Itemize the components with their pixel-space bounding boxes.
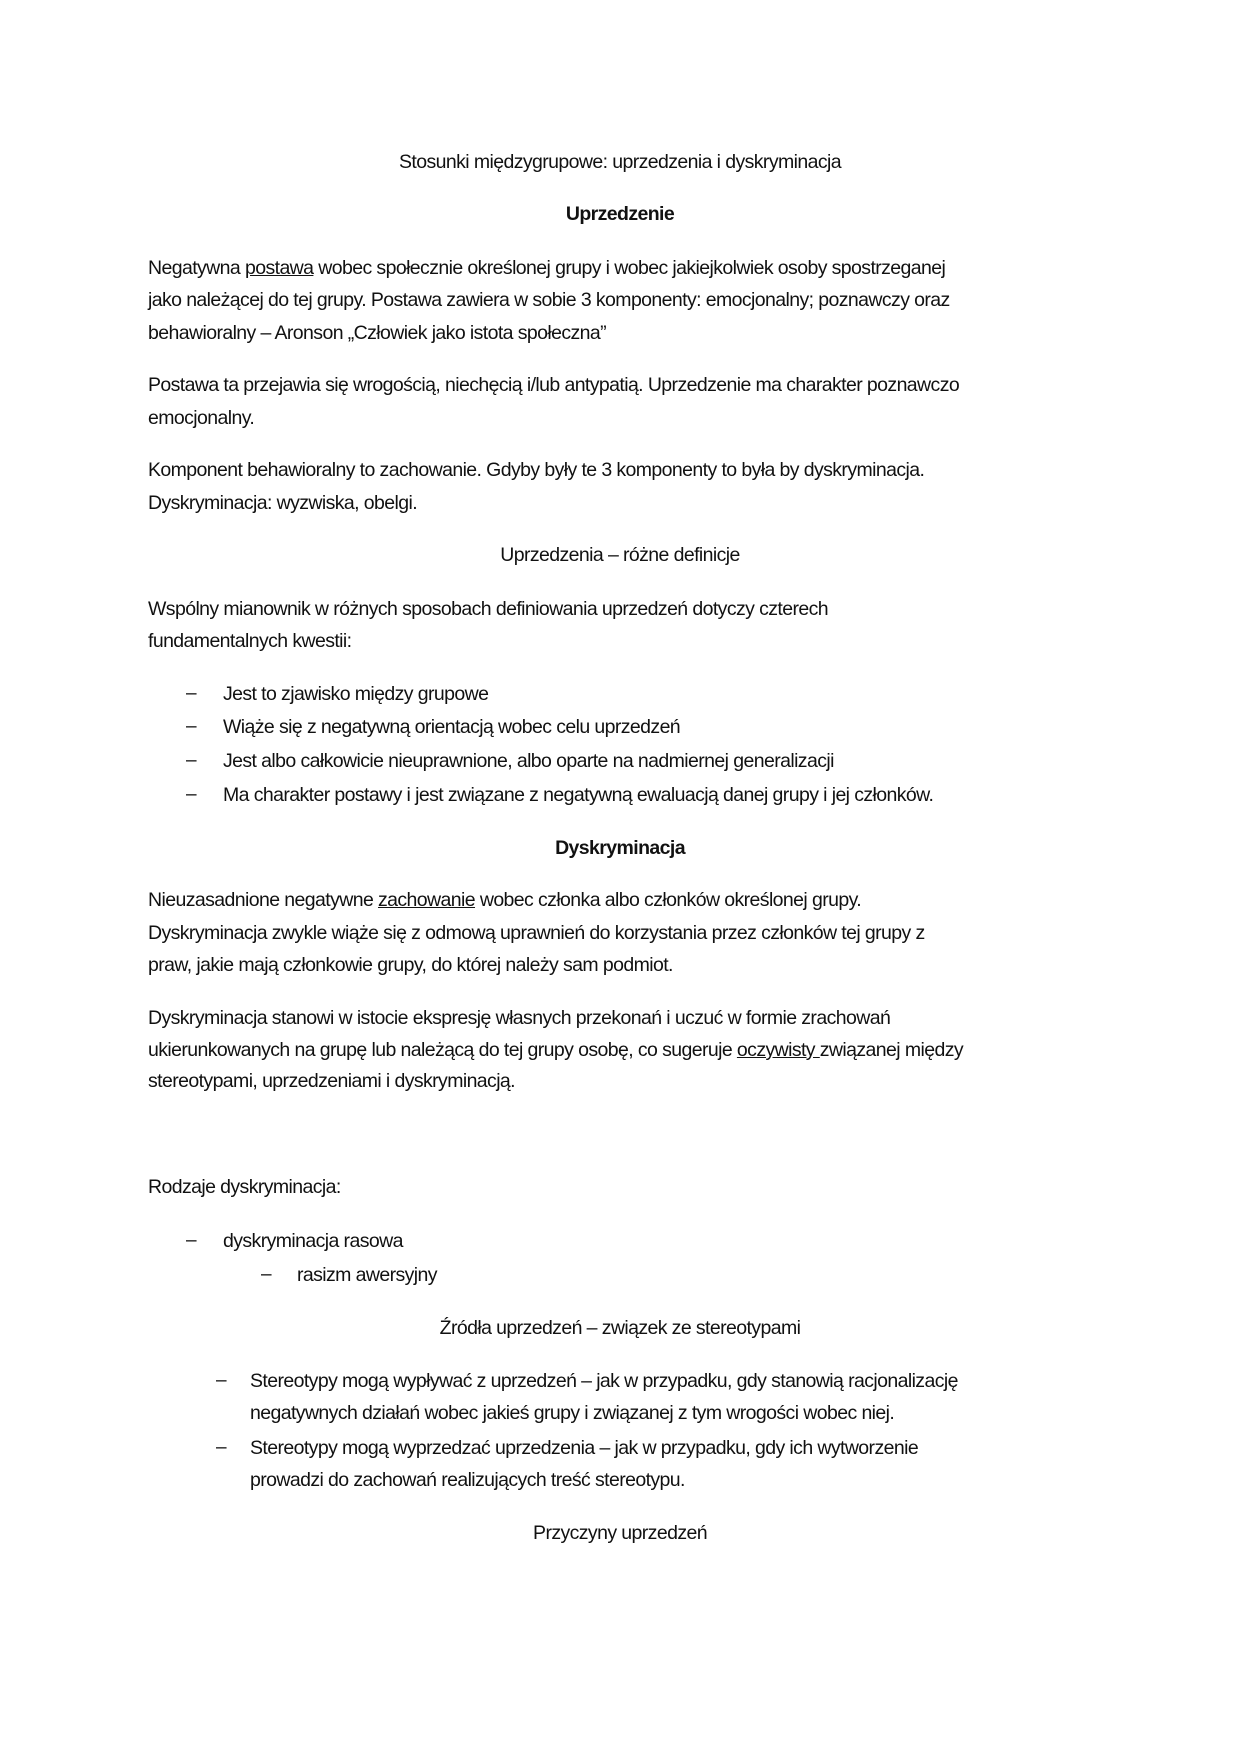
paragraph-line: Komponent behawioralny to zachowanie. Gdyby były te 3 komponenty to była by dyskryminacja. <box>148 459 925 481</box>
heading-zrodla: Źródła uprzedzeń – związek ze stereotypami <box>439 1317 801 1339</box>
paragraph-line: praw, jakie mają członkowie grupy, do której należy sam podmiot. <box>148 954 673 976</box>
list-item-continuation: prowadzi do zachowań realizujących treść stereotypu. <box>250 1469 685 1491</box>
list-item: Ma charakter postawy i jest związane z negatywną ewaluacją danej grupy i jej członków. <box>223 784 934 806</box>
dash-bullet-icon: – <box>186 1230 197 1251</box>
paragraph-line: emocjonalny. <box>148 407 255 429</box>
paragraph-line: Postawa ta przejawia się wrogością, niechęcią i/lub antypatią. Uprzedzenie ma charakter poznawczo <box>148 374 960 396</box>
text: Negatywna <box>148 257 245 279</box>
text: związanej między <box>819 1039 963 1061</box>
heading-definicje: Uprzedzenia – różne definicje <box>500 544 740 566</box>
heading-dyskryminacja: Dyskryminacja <box>555 837 685 859</box>
underlined-text: zachowanie <box>378 889 476 911</box>
list-item: Stereotypy mogą wyprzedzać uprzedzenia – jak w przypadku, gdy ich wytworzenie <box>250 1437 919 1459</box>
paragraph-line <box>148 256 945 280</box>
text: wobec członka albo członków określonej grupy. <box>475 889 862 911</box>
list-item: dyskryminacja rasowa <box>223 1230 403 1252</box>
paragraph-line <box>148 888 861 912</box>
underlined-text: postawa <box>244 257 314 279</box>
paragraph-line <box>148 1038 963 1062</box>
paragraph-line: stereotypami, uprzedzeniami i dyskryminacją. <box>148 1070 515 1092</box>
paragraph-line: behawioralny – Aronson „Człowiek jako istota społeczna” <box>148 322 607 344</box>
paragraph-line: jako należącej do tej grupy. Postawa zawiera w sobie 3 komponenty: emocjonalny; poznawczy oraz <box>148 289 950 311</box>
text: wobec społecznie określonej grupy i wobec jakiejkolwiek osoby spostrzeganej <box>313 257 946 279</box>
heading-uprzedzenie: Uprzedzenie <box>565 203 675 225</box>
list-item: Jest albo całkowicie nieuprawnione, albo oparte na nadmiernej generalizacji <box>223 750 834 772</box>
paragraph-line: Dyskryminacja stanowi w istocie ekspresję własnych przekonań i uczuć w formie zrachowań <box>148 1007 891 1029</box>
text: ukierunkowanych na grupę lub należącą do tej grupy osobę, co sugeruje <box>148 1039 737 1061</box>
underlined-text: oczywisty <box>736 1039 820 1061</box>
text: Nieuzasadnione negatywne <box>148 889 379 911</box>
paragraph-line: Dyskryminacja: wyzwiska, obelgi. <box>148 492 418 514</box>
dash-bullet-icon: – <box>216 1437 227 1458</box>
list-item-continuation: negatywnych działań wobec jakieś grupy i związanej z tym wrogości wobec niej. <box>250 1402 895 1424</box>
sub-list-item: rasizm awersyjny <box>297 1264 437 1286</box>
list-item: Stereotypy mogą wypływać z uprzedzeń – jak w przypadku, gdy stanowią racjonalizację <box>250 1370 958 1392</box>
paragraph-line: fundamentalnych kwestii: <box>148 630 352 652</box>
dash-bullet-icon: – <box>186 784 197 805</box>
dash-bullet-icon: – <box>186 716 197 737</box>
dash-bullet-icon: – <box>186 683 197 704</box>
paragraph-line: Dyskryminacja zwykle wiąże się z odmową uprawnień do korzystania przez członków tej grupy z <box>148 922 925 944</box>
dash-bullet-icon: – <box>216 1370 227 1391</box>
heading-przyczyny: Przyczyny uprzedzeń <box>533 1522 707 1544</box>
list-item: Wiąże się z negatywną orientacją wobec celu uprzedzeń <box>223 716 681 738</box>
dash-bullet-icon: – <box>261 1264 272 1285</box>
list-item: Jest to zjawisko między grupowe <box>223 683 489 705</box>
paragraph-line: Rodzaje dyskryminacja: <box>148 1176 341 1198</box>
paragraph-line: Wspólny mianownik w różnych sposobach definiowania uprzedzeń dotyczy czterech <box>148 598 828 620</box>
document-title: Stosunki międzygrupowe: uprzedzenia i dyskryminacja <box>399 151 841 173</box>
dash-bullet-icon: – <box>186 750 197 771</box>
